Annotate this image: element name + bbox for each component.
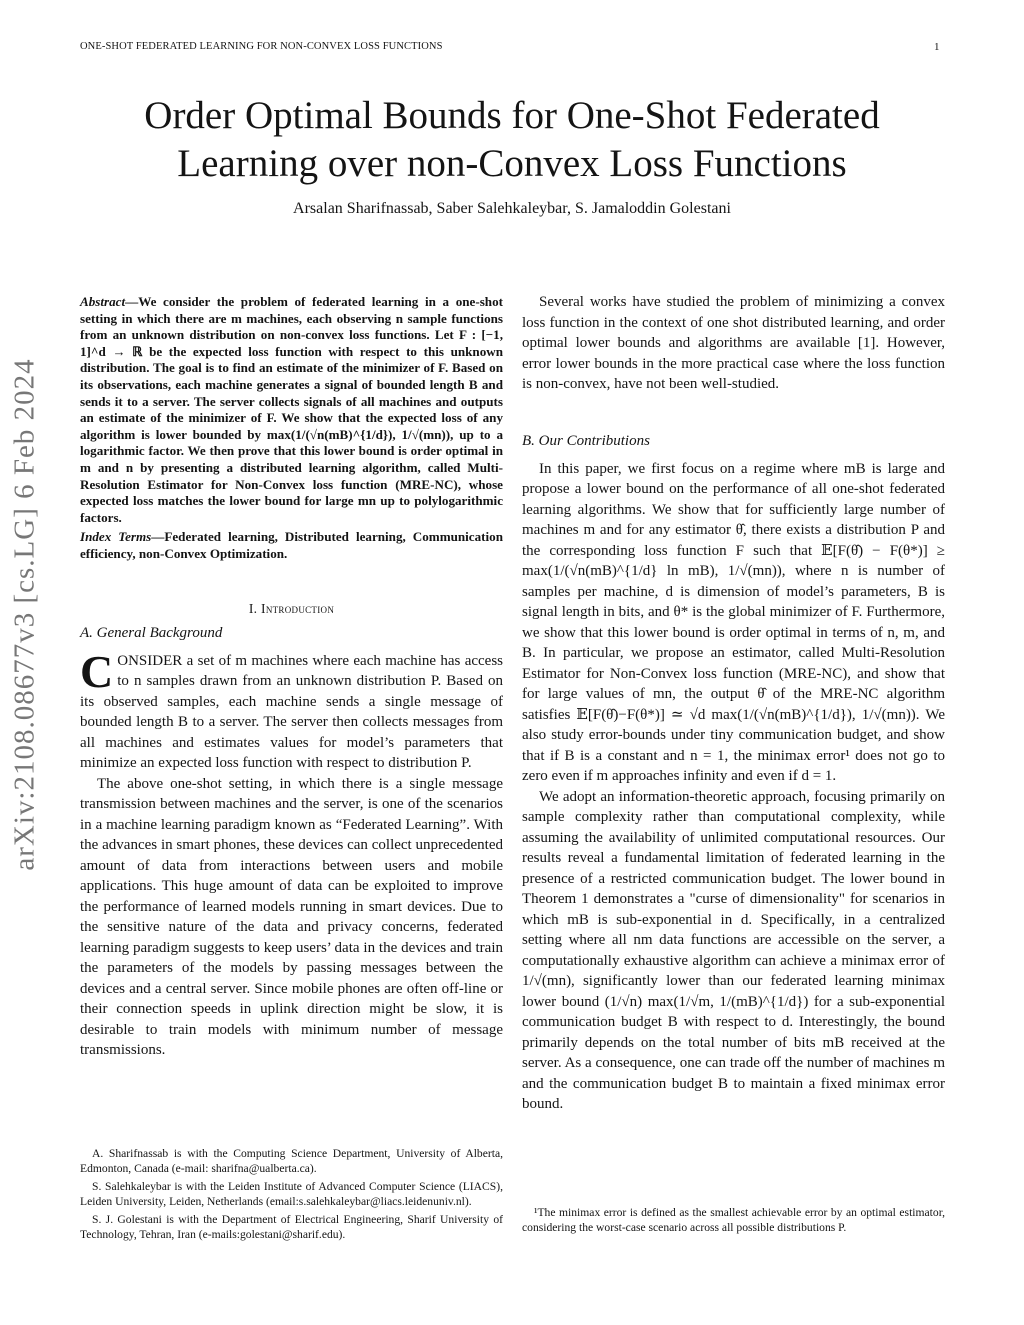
- intro-paragraph-1-text: ONSIDER a set of m machines where each machine has access to n samples drawn from an unknown distribution P. Based on its observed samples, each machine sends a single message of bounded length B to a server. The server then collects messages from all machines and estimates values for model’s parameters that minimize an expected loss function with respect to distribution P.: [80, 652, 503, 771]
- affiliation-3: S. J. Golestani is with the Department of Electrical Engineering, Sharif University of Technology, Tehran, Iran (e-mails:golestani@sharif.edu).: [80, 1213, 503, 1241]
- drop-cap: C: [80, 650, 114, 697]
- title-line-1: Order Optimal Bounds for One-Shot Federated: [144, 94, 880, 137]
- abstract-label: Abstract: [80, 294, 126, 309]
- intro-paragraph-1: [80, 651, 503, 774]
- minimax-footnote: ¹The minimax error is defined as the smallest achievable error by an optimal estimator, considering the worst-case scenario across all possible distributions P.: [522, 1206, 945, 1234]
- index-terms-text: —Federated learning, Distributed learning, Communication efficiency, non-Convex Optimization.: [80, 529, 503, 561]
- left-column: [80, 294, 503, 1061]
- subsection-heading-b: B. Our Contributions: [522, 432, 650, 449]
- title-line-2: Learning over non-Convex Loss Functions: [177, 142, 847, 185]
- paper-title: [0, 92, 1024, 188]
- section-number: I.: [248, 600, 258, 616]
- author-list: Arsalan Sharifnassab, Saber Salehkaleybar, S. Jamaloddin Golestani: [293, 200, 731, 217]
- index-terms: [80, 529, 503, 562]
- abstract: [80, 294, 503, 526]
- affiliation-1: A. Sharifnassab is with the Computing Science Department, University of Alberta, Edmonton, Canada (e-mail: sharifna@ualberta.ca).: [80, 1147, 503, 1175]
- abstract-text: —We consider the problem of federated learning in a one-shot setting in which there are m machines, each observing n sample functions from an unknown distribution on non-convex loss functions. Let F : [−1, 1]^d → ℝ be the expected loss function with respect to this unknown distribution. The goal is to find an estimate of the minimizer of F. Based on its observations, each machine generates a signal of bounded length B and sends it to a server. The server collects signals of all machines and outputs an estimate of the minimizer of F. We show that the expected loss of any algorithm is lower bounded by max(1/(√n(mB)^{1/d}), 1/√(mn)), up to a logarithmic factor. We then prove that this lower bound is order optimal in m and n by presenting a distributed learning algorithm, called Multi-Resolution Estimator for Non-Convex loss function (MRE-NC), whose expected loss matches the lower bound for large mn up to polylogarithmic factors.: [80, 294, 503, 525]
- arxiv-stamp: arXiv:2108.08677v3 [cs.LG] 6 Feb 2024: [8, 358, 41, 871]
- intro-paragraph-3: Several works have studied the problem of minimizing a convex loss function in the context of one shot distributed learning, and order optimal lower bounds and algorithms are available [1]. However, error lower bounds in the more practical case where the loss function is non-convex, have not been well-studied.: [522, 294, 945, 392]
- running-head: ONE-SHOT FEDERATED LEARNING FOR NON-CONVEX LOSS FUNCTIONS: [80, 41, 443, 52]
- index-terms-label: Index Terms: [80, 529, 152, 545]
- contributions-paragraph-2: We adopt an information-theoretic approach, focusing primarily on sample complexity rather than computational complexity, while assuming the availability of unlimited computational resources. Our results reveal a fundamental limitation of federated learning in the presence of a restricted communication budget. The lower bound in Theorem 1 demonstrates a "curse of dimensionality" for scenarios in which mB is sub-exponential in d. Specifically, in a centralized setting where all nm data functions are accessible on the server, a computationally exhaustive algorithm can achieve a minimax error of 1/√(mn), significantly lower than our federated learning minimax lower bound (1/√n) max(1/√m, 1/(mB)^{1/d}) for a sub-exponential communication budget B with respect to d. Interestingly, the bound primarily depends on the total number of bits mB received at the server. As a consequence, one can trade off the number of machines m and the communication budget B to maintain a fixed minimax error bound.: [522, 788, 945, 1112]
- intro-paragraph-2: The above one-shot setting, in which there is a single message transmission between machines and the server, is one of the scenarios in a machine learning paradigm known as “Federated Learning”. With the advances in smart phones, these devices can collect unprecedented amount of data from interactions between users and mobile applications. This huge amount of data can be exploited to improve the performance of learned models running in smart devices. Due to the sensitive nature of the data and privacy concerns, federated learning paradigm suggests to keep users’ data in the devices and train the parameters of the models by passing messages between the devices and a central server. Since mobile phones are often off-line or their connection speeds in uplink direction might be slow, it is desirable to train models with minimum number of message transmissions.: [80, 775, 503, 1058]
- section-title: Introduction: [261, 600, 335, 616]
- affiliation-2: S. Salehkaleybar is with the Leiden Institute of Advanced Computer Science (LIACS), Leiden University, Leiden, Netherlands (email:s.salehkaleybar@liacs.leidenuniv.nl).: [80, 1180, 503, 1208]
- right-column: [522, 292, 945, 1115]
- page-number: 1: [934, 41, 940, 53]
- section-heading: [80, 601, 503, 617]
- contributions-paragraph-1: In this paper, we first focus on a regime where mB is large and propose a lower bound on the performance of all one-shot federated learning algorithms. We show that for sufficiently large number of machines m and for any estimator θ̂, there exists a distribution P and the corresponding loss function F such that 𝔼[F(θ̂) − F(θ*)] ≥ max(1/(√n(mB)^{1/d} ln mB), 1/√(mn)), where n is number of samples per machine, d is dimension of model’s parameters, B is signal length in bits, and θ* is the global minimizer of F. Furthermore, we show that this lower bound is order optimal in terms of n, m, and B. In particular, we propose an estimator, called Multi-Resolution Estimator for Non-Convex loss function (MRE-NC), and show that for large values of mn, the output θ̂ of the MRE-NC algorithm satisfies 𝔼[F(θ̂)−F(θ*)] ≃ √d max(1/(√n(mB)^{1/d}), 1/√(mn)). We also study error-bounds under tiny communication budget, and show that if B is a constant and n = 1, the minimax error¹ does not go to zero even if m approaches infinity and even if d = 1.: [522, 460, 945, 784]
- subsection-heading-a: A. General Background: [80, 624, 223, 641]
- affiliation-footnotes: [80, 1147, 503, 1247]
